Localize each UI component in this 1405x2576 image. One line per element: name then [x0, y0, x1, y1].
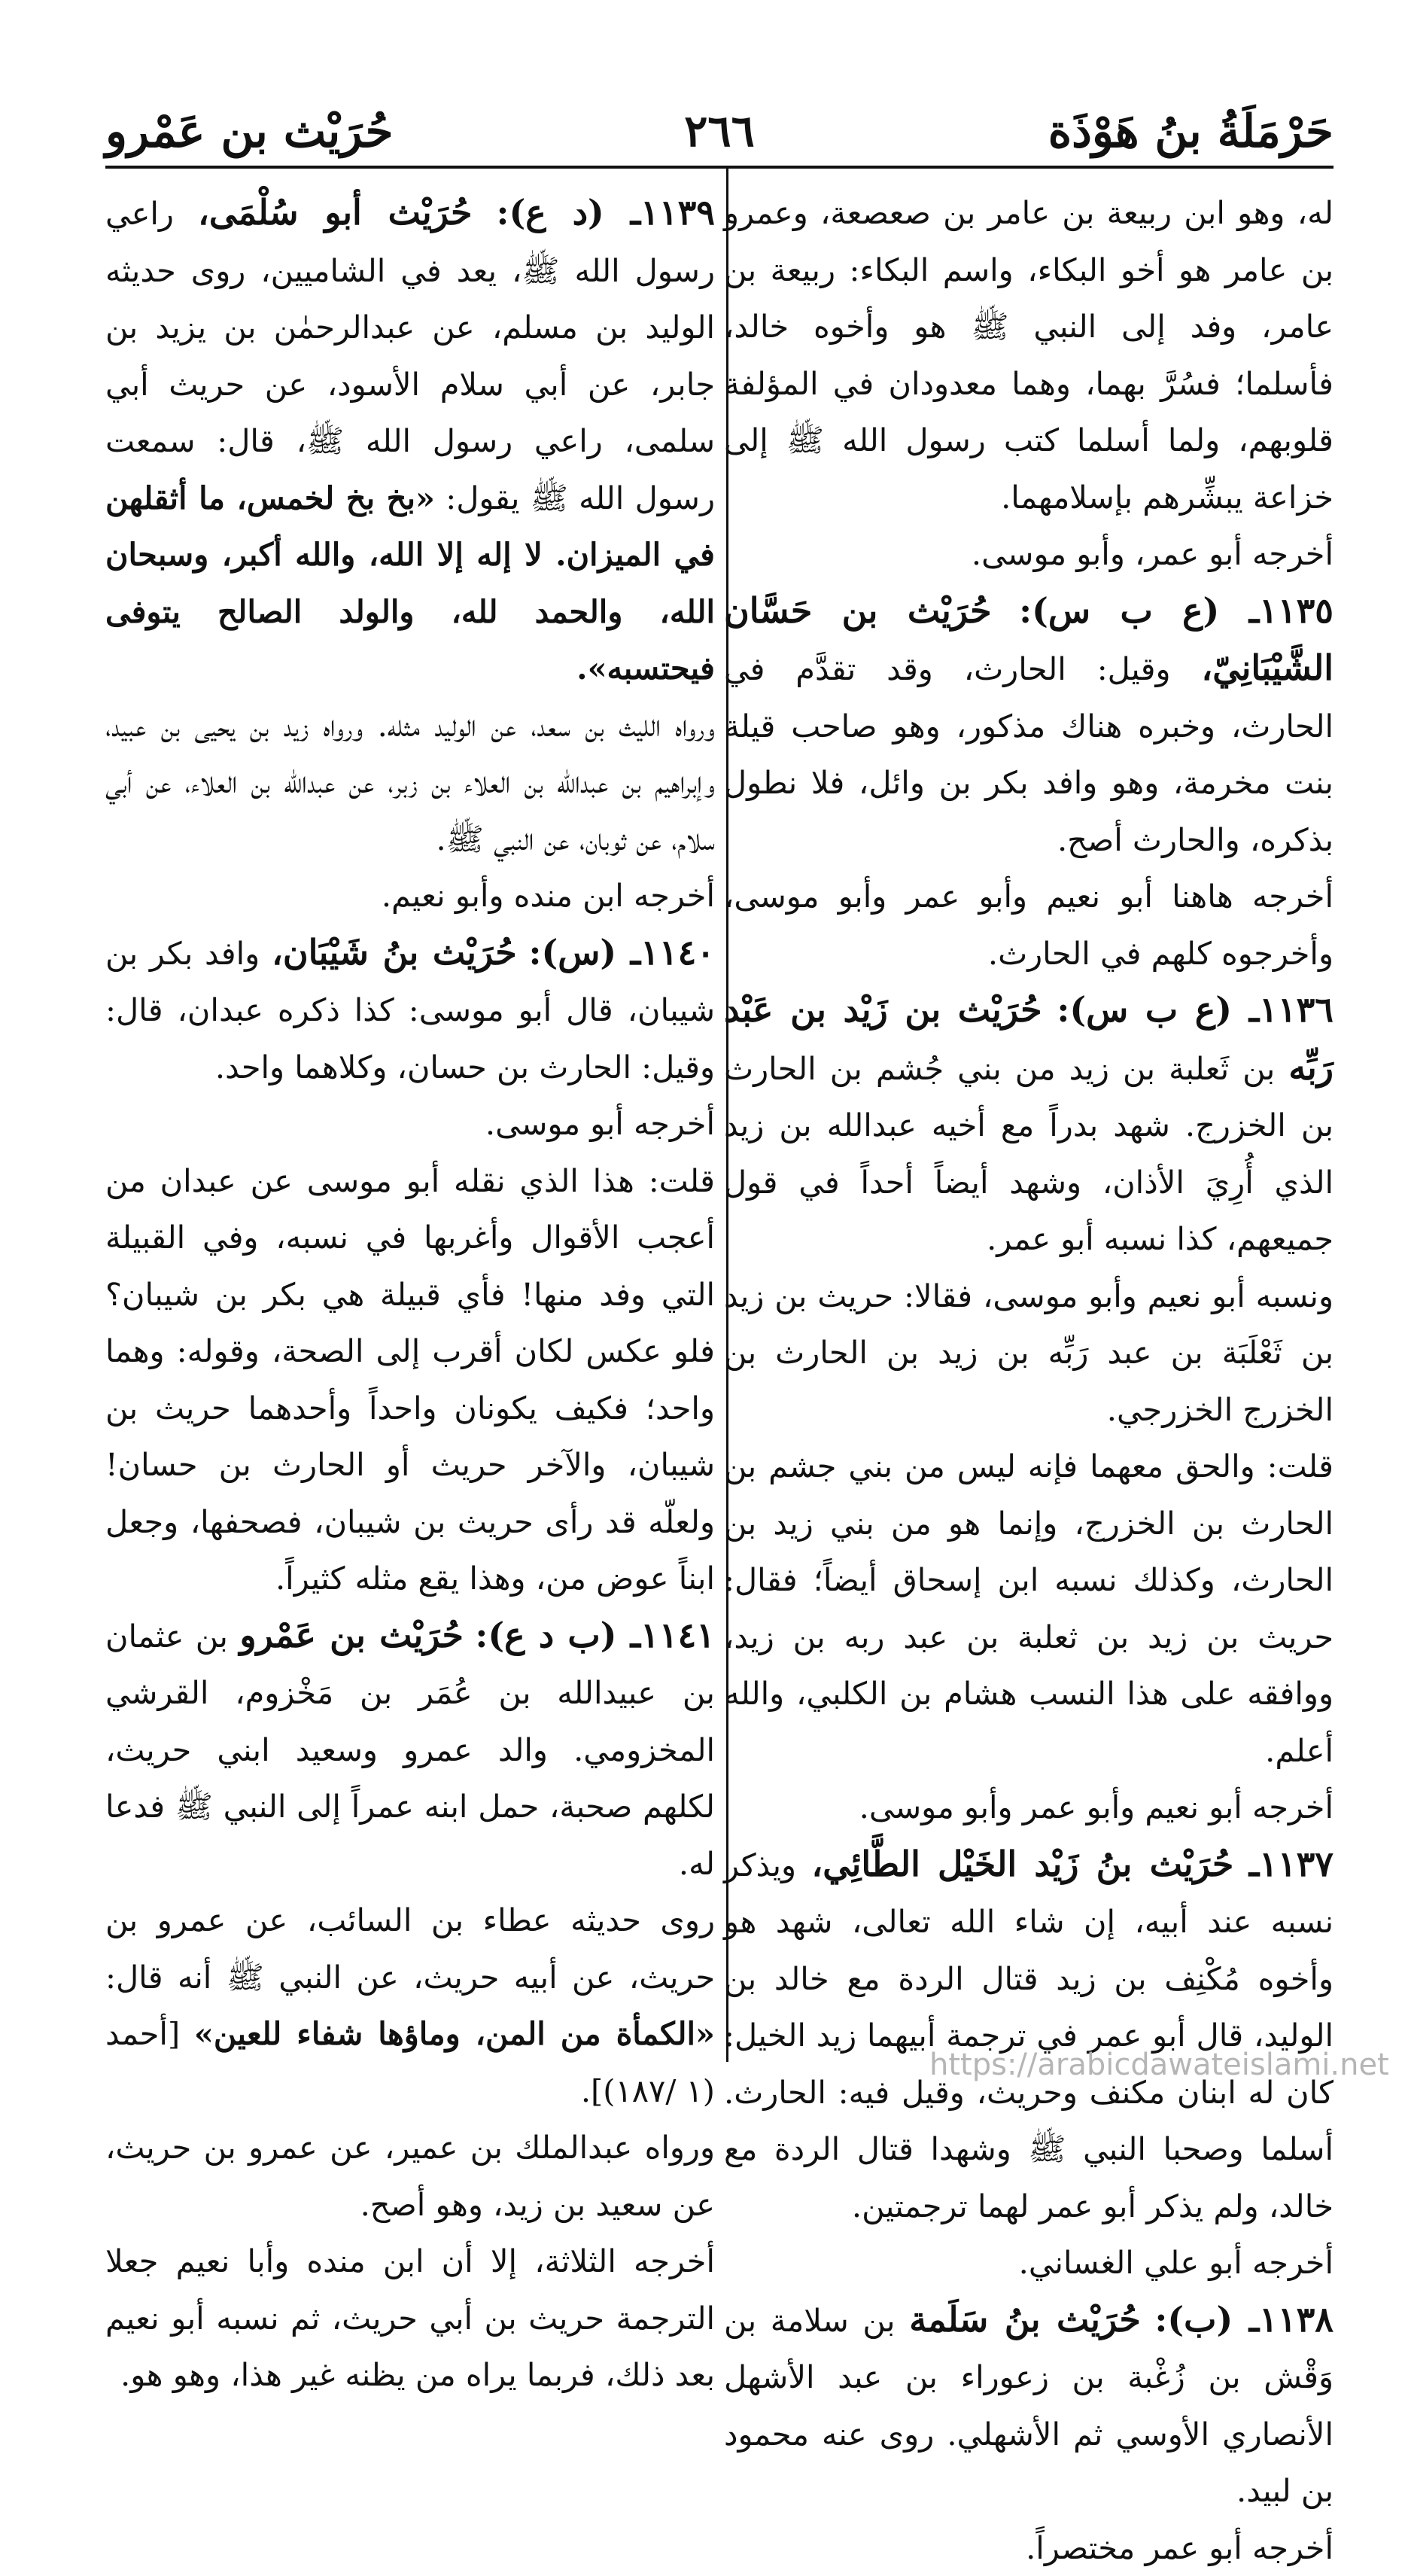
entry-paragraph: [724, 1836, 1334, 2235]
paragraph-text: أخرجه أبو عمر، وأبو موسى.: [972, 535, 1334, 572]
entry-number: ١١٣٦ـ (ع ب س):: [1057, 989, 1334, 1030]
entry-paragraph: [105, 924, 715, 1096]
header-rule: [105, 166, 1334, 169]
text-paragraph: [724, 1779, 1334, 1836]
paragraph-text: بن سلامة بن وَقْش بن زُغْبة بن زعوراء بن عبد الأشهل الأنصاري الأوسي ثم الأشهلي. روى عنه محمود بن لبيد.: [724, 2302, 1334, 2510]
text-paragraph: [105, 1892, 715, 2119]
entry-number: ١١٣٨ـ (ب):: [1154, 2299, 1334, 2340]
paragraph-text: بن ثَعلبة بن زيد من بني جُشم بن الحارث بن الخزرج. شهد بدراً مع أخيه عبدالله بن زيد الذي أُرِيَ الأذان، وشهد أيضاً أحداً في قول جميعهم، كذا نسبه أبو عمر.: [724, 1050, 1334, 1258]
text-paragraph: [105, 867, 715, 924]
paragraph-text: أخرجه أبو عمر مختصراً.: [1026, 2529, 1334, 2566]
entry-number: ١١٤١ـ (ب د ع):: [475, 1615, 715, 1655]
entry-paragraph: [105, 184, 715, 697]
text-paragraph: [724, 2234, 1334, 2291]
text-paragraph: [724, 868, 1334, 982]
entry-name: حُرَيْث بنُ زَيْد الخَيْل الطَّائِي،: [811, 1844, 1233, 1884]
text-paragraph: [105, 2233, 715, 2404]
paragraph-text: روى حديثه عطاء بن السائب، عن عمرو بن حريث، عن أبيه حريث، عن النبي ﷺ أنه قال:: [105, 1902, 715, 1996]
right-column: [724, 184, 1334, 2576]
quoted-hadith: «الكمأة من المن، وماؤها شفاء للعين»: [194, 2015, 715, 2052]
entry-name: حُرَيْث بن عَمْرو: [239, 1615, 464, 1655]
page-number: ٢٦٦: [105, 105, 1334, 157]
quoted-hadith: «بخ بخ لخمس، ما أثقلهن في الميزان. لا إله إلا الله، والله أكبر، وسبحان الله، والحمد لله، والولد الصالح يتوفى فيحتسبه».: [105, 480, 715, 687]
text-paragraph: [724, 2520, 1334, 2576]
text-paragraph: [724, 1438, 1334, 1779]
paragraph-text: أخرجه أبو موسى.: [485, 1105, 715, 1142]
text-paragraph: [105, 697, 715, 868]
entry-paragraph: [724, 2291, 1334, 2520]
text-paragraph: [724, 525, 1334, 583]
paragraph-text: قلت: هذا الذي نقله أبو موسى عن عبدان من أعجب الأقوال وأغربها في نسبه، وفي القبيلة التي وفد منها! فأي قبيلة هي بكر بن شيبان؟ فلو عكس لكان أقرب إلى الصحة، وقوله: وهما واحد؛ فكيف يكونان واحداً وأحدهما حريث بن شيبان، والآخر حريث أو الحارث بن حسان! ولعلّه قد رأى حريث بن شيبان، فصحفها، وجعل ابناً عوض من، وهذا يقع مثله كثيراً.: [105, 1162, 715, 1597]
text-paragraph: [105, 2119, 715, 2233]
entry-name: حُرَيْث بن حَسَّان الشَّيْبَانِيّ،: [724, 590, 1334, 689]
paragraph-text: أخرجه الثلاثة، إلا أن ابن منده وأبا نعيم جعلا الترجمة حريث بن أبي حريث، ثم نسبه أبو نعيم بعد ذلك، فربما يراه من يظنه غير هذا، وهو هو.: [105, 2243, 715, 2393]
paragraph-text: راعي رسول الله ﷺ، يعد في الشاميين، روى حديثه الوليد بن مسلم، عن عبدالرحمٰن بن يزيد بن جابر، عن أبي سلام الأسود، عن حريث أبي سلمى، راعي رسول الله ﷺ، قال: سمعت رسول الله ﷺ يقول:: [105, 195, 715, 516]
text-paragraph: [105, 1095, 715, 1153]
paragraph-text: له، وهو ابن ربيعة بن عامر بن صعصعة، وعمرو بن عامر هو أخو البكاء، واسم البكاء: ربيعة بن عامر، وفد إلى النبي ﷺ هو وأخوه خالد، فأسلما؛ فسُرَّ بهما، وهما معدودان في المؤلفة قلوبهم، ولما أسلما كتب رسول الله ﷺ إلى خزاعة يبشِّرهم بإسلامهما.: [724, 194, 1334, 516]
paragraph-text: أخرجه أبو نعيم وأبو عمر وأبو موسى.: [859, 1789, 1334, 1825]
running-title-left: حُرَيْث بن عَمْرو: [105, 105, 394, 158]
paragraph-text: ونسبه أبو نعيم وأبو موسى، فقالا: حريث بن زيد بن ثَعْلَبَة بن عبد رَبِّه بن زيد بن الحارث بن الخزرج الخزرجي.: [724, 1277, 1334, 1428]
text-paragraph: [724, 1268, 1334, 1439]
entry-name: حُرَيْث أبو سُلْمَى،: [198, 192, 472, 233]
entry-paragraph: [724, 982, 1334, 1268]
citation: [أحمد (١ /١٨٧)].: [105, 2015, 715, 2109]
entry-paragraph: [105, 1607, 715, 1892]
paragraph-text: ورواه الليث بن سعد، عن الوليد مثله. ورواه زيد بن يحيى بن عبيد، وإبراهيم بن عبدالله بن العلاء بن زبر، عن عبدالله بن العلاء، عن أبي سلام، عن ثوبان، عن النبي ﷺ.: [105, 707, 715, 857]
page-header: [105, 105, 1334, 164]
watermark-url: https://arabicdawateislami.net: [929, 2048, 1389, 2082]
paragraph-text: بن عثمان بن عبيدالله بن عُمَر بن مَخْزوم، القرشي المخزومي. والد عمرو وسعيد ابني حريث، لكلهم صحبة، حمل ابنه عمراً إلى النبي ﷺ فدعا له.: [105, 1618, 715, 1882]
entry-number: ١١٣٧ـ: [1249, 1844, 1334, 1884]
entry-number: ١١٣٥ـ (ع ب س):: [1019, 590, 1334, 631]
entry-number: ١١٤٠ـ (س):: [528, 932, 715, 973]
paragraph-text: أخرجه هاهنا أبو نعيم وأبو عمر وأبو موسى، وأخرجوه كلهم في الحارث.: [724, 878, 1334, 972]
paragraph-text: ويذكر نسبه عند أبيه، إن شاء الله تعالى، شهد هو وأخوه مُكْنِف بن زيد قتال الردة مع خالد بن الوليد، قال أبو عمر في ترجمة أبيهما زيد الخيل: كان له ابنان مكنف وحريث، وقيل فيه: الحارث. أسلما وصحبا النبي ﷺ وشهدا قتال الردة مع خالد، ولم يذكر أبو عمر لهما ترجمتين.: [724, 1847, 1334, 2224]
text-paragraph: [724, 184, 1334, 525]
entry-name: حُرَيْث بنُ سَلَمة: [909, 2299, 1141, 2340]
paragraph-text: وقيل: الحارث، وقد تقدَّم في الحارث، وخبره هناك مذكور، وهو صاحب قيلة بنت مخرمة، وهو وافد بكر بن وائل، فلا نطول بذكره، والحارث أصح.: [724, 650, 1334, 858]
running-title-right: حَرْمَلَةُ بنُ هَوْذَة: [1048, 105, 1334, 158]
paragraph-text: أخرجه ابن منده وأبو نعيم.: [382, 877, 715, 914]
entry-number: ١١٣٩ـ (د ع):: [497, 192, 716, 233]
entry-name: حُرَيْث بن زَيْد بن عَبْد رَبِّه: [724, 989, 1334, 1088]
entry-paragraph: [724, 583, 1334, 869]
paragraph-text: ورواه عبدالملك بن عمير، عن عمرو بن حريث، عن سعيد بن زيد، وهو أصح.: [105, 2129, 715, 2223]
paragraph-text: أخرجه أبو علي الغساني.: [1019, 2244, 1334, 2281]
paragraph-text: قلت: والحق معهما فإنه ليس من بني جشم بن الحارث بن الخزرج، وإنما هو من بني زيد بن الحارث، وكذلك نسبه ابن إسحاق أيضاً؛ فقال: حريث بن زيد بن ثعلبة بن عبد ربه بن زيد، ووافقه على هذا النسب هشام بن الكلبي، والله أعلم.: [724, 1448, 1334, 1769]
paragraph-text: وافد بكر بن شيبان، قال أبو موسى: كذا ذكره عبدان، قال: وقيل: الحارث بن حسان، وكلاهما واحد.: [105, 935, 715, 1086]
left-column: [105, 184, 715, 2404]
entry-name: حُرَيْث بنُ شَيْبَان،: [272, 932, 517, 973]
text-paragraph: [105, 1153, 715, 1607]
